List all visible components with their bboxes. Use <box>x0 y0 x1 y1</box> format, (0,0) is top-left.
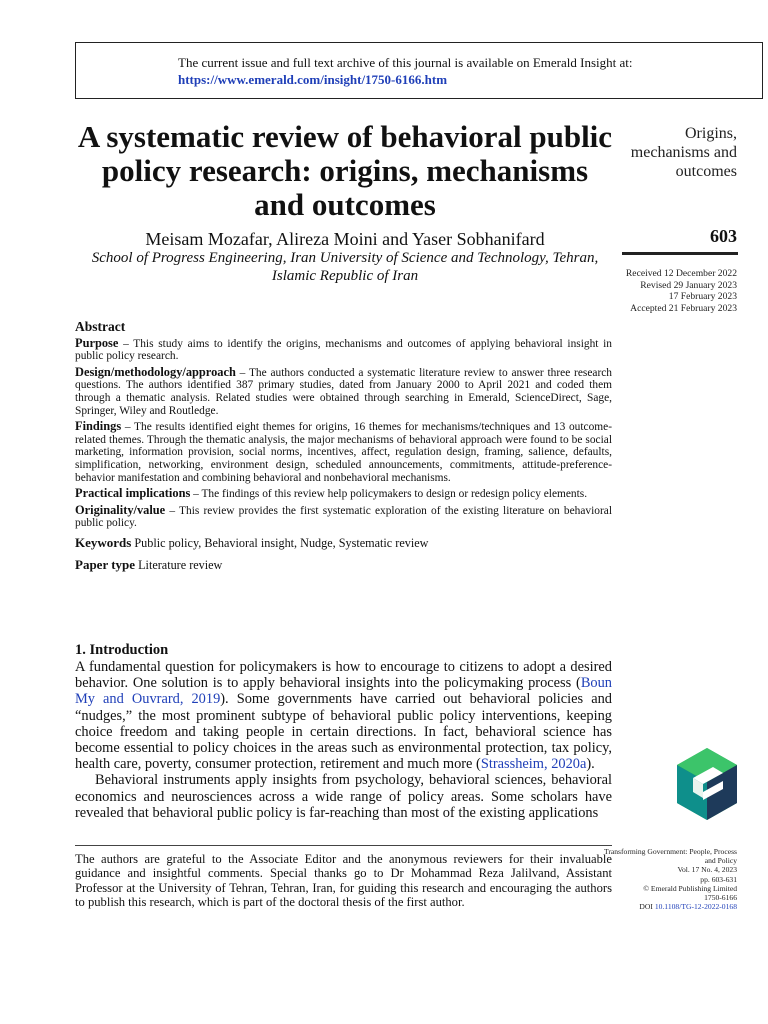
paper-type-label: Paper type <box>75 556 136 572</box>
design-label: Design/methodology/approach <box>75 364 236 379</box>
date-revised-2: 17 February 2023 <box>668 291 737 302</box>
purpose-text: – This study aims to identify the origins, mechanisms and outcomes of applying behavioral insight in public policy research. <box>75 337 612 363</box>
journal-info <box>600 847 737 911</box>
abstract-design <box>75 366 612 417</box>
paper-title: A systematic review of behavioral public policy research: origins, mechanisms and outcomes <box>77 119 613 222</box>
journal-issn: 1750-6166 <box>704 893 737 903</box>
page-number: 603 <box>710 226 737 246</box>
intro-text-a: A fundamental question for policymakers is how to encourage to citizens to adopt a desired behavior. One solution is to apply behavioral insights into the policymaking process ( <box>75 659 612 692</box>
journal-url-link[interactable]: https://www.emerald.com/insight/1750-6166.htm <box>178 72 448 87</box>
practical-label: Practical implications <box>75 486 191 501</box>
journal-publisher: © Emerald Publishing Limited <box>643 883 737 893</box>
intro-paragraph-1 <box>75 659 612 772</box>
acknowledgement-footnote: The authors are grateful to the Associate Editor and the anonymous reviewers for their invaluable guidance and insightful comments. Special thanks go to Dr Mohammad Reza Jalilvand, Assistant Professor at the University of Tehran, Tehran, Iran, for guiding this research and encouraging the authors to publish this research, which is part of the doctoral thesis of the first author. <box>75 852 612 910</box>
journal-notice-box <box>75 42 763 99</box>
doi-label: DOI <box>639 902 655 912</box>
originality-label: Originality/value <box>75 502 166 517</box>
keywords-label: Keywords <box>75 534 132 550</box>
article-dates <box>600 268 737 314</box>
originality-text: – This review provides the first systematic exploration of the existing literature on behavioral public policy. <box>75 504 612 530</box>
author-names-first: Meisam Mozafar, Alireza Moini <box>145 229 378 249</box>
design-text: – The authors conducted a systematic literature review to answer three research questions. The authors identified 387 primary studies, dated from January 2000 to April 2021 and coded them through a thematic analysis. Related studies were obtained through searching in Emerald, ScienceDirect, Sage, Springer, Wiley and Routledge. <box>75 366 612 417</box>
intro-paragraph-2: Behavioral instruments apply insights from psychology, behavioral sciences, behavioral economics and neurosciences across a wide range of policy areas. Some scholars have revealed that behavioral public policy is far-reaching than most of the existing applications <box>75 772 612 821</box>
abstract-originality <box>75 504 612 530</box>
introduction-heading: 1. Introduction <box>75 642 169 658</box>
author-affiliation: School of Progress Engineering, Iran University of Science and Technology, Tehran, Islamic Republic of Iran <box>91 250 599 284</box>
footnote-rule <box>75 845 612 846</box>
journal-volume: Vol. 17 No. 4, 2023 <box>677 865 737 875</box>
journal-name: Transforming Government: People, Process and Policy <box>603 847 737 866</box>
paper-type-text: Literature review <box>135 557 223 572</box>
abstract-findings <box>75 420 612 484</box>
introduction-body <box>75 659 612 821</box>
practical-text: – The findings of this review help policymakers to design or redesign policy elements. <box>190 488 588 501</box>
abstract-purpose <box>75 337 612 363</box>
citation-link-strassheim[interactable]: Strassheim, 2020a <box>480 756 587 773</box>
findings-label: Findings <box>75 419 122 434</box>
notice-text: The current issue and full text archive of this journal is available on Emerald Insight at: <box>178 55 633 70</box>
journal-doi <box>600 902 737 911</box>
findings-text: – The results identified eight themes for origins, 16 themes for mechanisms/techniques and 13 outcome-related themes. Through the thematic analysis, the major mechanisms of behavioral approach were found to be social marketing, information provision, social norms, incentives, affect, regulation design, framing, salience, defaults, simplification, networking, environment design, scheduled announcements, commitments, attitude-preference-behavior manifestation and combining behavioral and nonbehavioral mechanisms. <box>75 421 612 484</box>
side-rule <box>622 252 738 255</box>
abstract-section <box>75 321 612 580</box>
intro-text-b: ). Some governments have carried out behavioral policies and “nudges,” the most prominent subtype of behavioral public policy interventions, keeping choice freedom and taking people in certain directions. In fact, behavioral science has become essential to policy choices in the areas such as environmental protection, tax policy, health care, poverty, consumer protection, retirement and much more ( <box>75 691 612 773</box>
abstract-practical <box>75 487 612 501</box>
citation-link-boun-my[interactable]: Boun My and Ouvrard, 2019 <box>75 675 612 708</box>
journal-pages: pp. 603-631 <box>700 874 737 884</box>
doi-link[interactable]: 10.1108/TG-12-2022-0168 <box>654 902 737 912</box>
author-list <box>75 229 615 249</box>
intro-text-c: ). <box>586 756 595 773</box>
running-title: Origins, mechanisms and outcomes <box>630 125 737 180</box>
date-revised: Revised 29 January 2023 <box>640 279 737 291</box>
date-received: Received 12 December 2022 <box>625 268 737 279</box>
abstract-heading: Abstract <box>75 319 126 334</box>
paper-type <box>75 558 612 572</box>
author-and: and <box>377 229 412 249</box>
date-accepted: Accepted 21 February 2023 <box>630 302 737 314</box>
purpose-label: Purpose <box>75 335 119 350</box>
author-names-last: Yaser Sobhanifard <box>411 229 545 249</box>
emerald-logo-icon <box>677 748 737 820</box>
keywords <box>75 536 612 550</box>
keywords-text: Public policy, Behavioral insight, Nudge, Systematic review <box>131 535 429 550</box>
